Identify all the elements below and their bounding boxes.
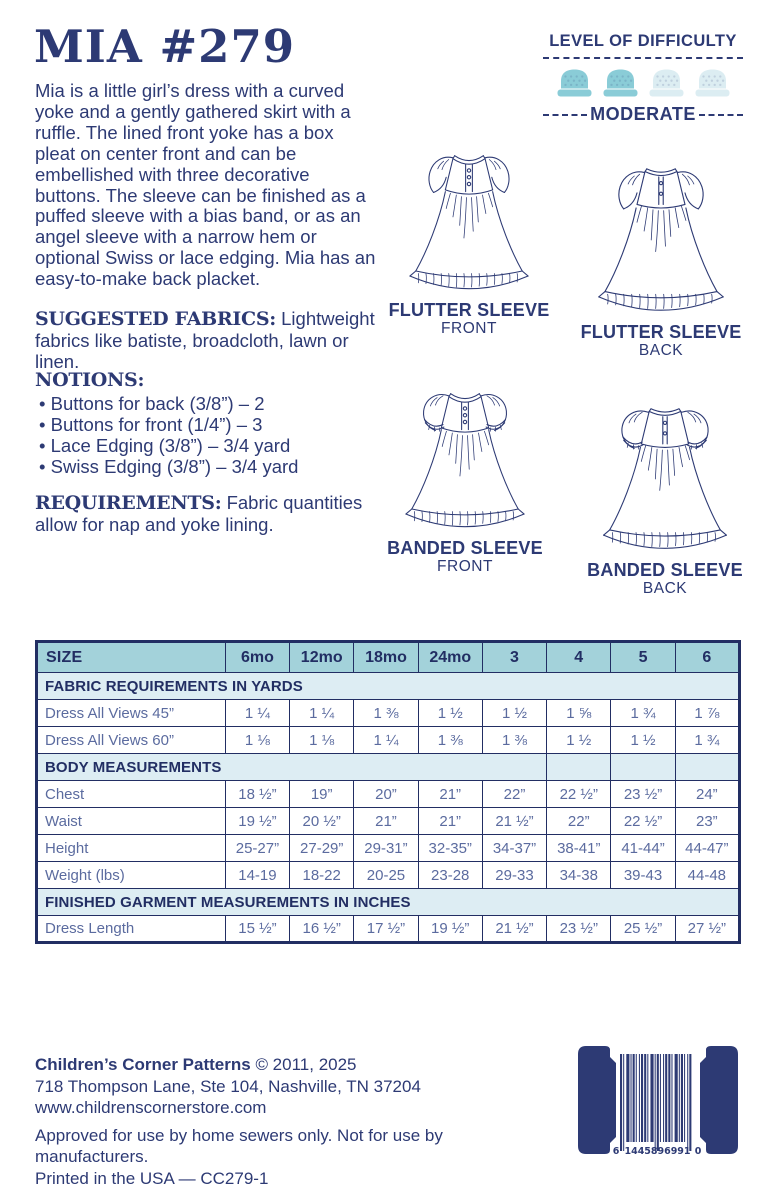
requirements-text: Fabric quantities allow for nap and yoke lining.	[35, 492, 363, 535]
section-row	[37, 889, 740, 916]
thimble-icon	[692, 67, 733, 99]
thimble-icon	[646, 67, 687, 99]
section-title: BODY MEASUREMENTS	[37, 754, 547, 781]
value-cell: 1 ⅛	[290, 727, 354, 754]
value-cell: 14-19	[225, 862, 289, 889]
table-row	[37, 808, 740, 835]
notion-item: • Buttons for front (1/4”) – 3	[35, 414, 380, 435]
notions-section	[35, 370, 380, 477]
value-cell: 39-43	[611, 862, 675, 889]
flutter-front-illustration	[389, 146, 549, 298]
suggested-fabrics-section	[35, 308, 380, 372]
empty-cell	[547, 754, 611, 781]
value-cell: 1 ¼	[225, 700, 289, 727]
value-cell: 1 ⅞	[675, 700, 739, 727]
value-cell: 22 ½”	[611, 808, 675, 835]
publisher-line	[35, 1054, 555, 1076]
value-cell: 1 ⅜	[482, 727, 546, 754]
table-row	[37, 781, 740, 808]
value-cell: 19”	[290, 781, 354, 808]
column-header: 18mo	[354, 642, 418, 673]
difficulty-heading: LEVEL OF DIFFICULTY	[543, 32, 743, 59]
value-cell: 27 ½”	[675, 916, 739, 943]
page-title: MIA #279	[34, 20, 296, 73]
spool-left-flange	[578, 1046, 616, 1154]
size-header-row	[37, 642, 740, 673]
view-banded-back	[576, 400, 754, 598]
value-cell: 24”	[675, 781, 739, 808]
value-cell: 21”	[418, 781, 482, 808]
row-label: Weight (lbs)	[37, 862, 226, 889]
value-cell: 16 ½”	[290, 916, 354, 943]
view-sublabel: FRONT	[441, 320, 497, 337]
value-cell: 1 ½	[418, 700, 482, 727]
company-name: Children’s Corner Patterns	[35, 1055, 251, 1074]
copyright: © 2011, 2025	[255, 1055, 357, 1074]
address: 718 Thompson Lane, Ste 104, Nashville, TN 37204	[35, 1076, 421, 1096]
view-sublabel: BACK	[642, 580, 688, 597]
difficulty-level-label: MODERATE	[590, 104, 696, 124]
value-cell: 38-41”	[547, 835, 611, 862]
barcode-spool	[572, 1040, 744, 1160]
view-flutter-front	[388, 146, 550, 338]
notion-item: • Buttons for back (3/8”) – 2	[35, 393, 380, 414]
value-cell: 21”	[418, 808, 482, 835]
value-cell: 1 ¾	[675, 727, 739, 754]
table-row	[37, 700, 740, 727]
value-cell: 25-27”	[225, 835, 289, 862]
footer	[35, 1054, 555, 1189]
value-cell: 1 ½	[482, 700, 546, 727]
value-cell: 41-44”	[611, 835, 675, 862]
value-cell: 22”	[547, 808, 611, 835]
section-title: FABRIC REQUIREMENTS IN YARDS	[37, 673, 740, 700]
table-row	[37, 916, 740, 943]
row-label: Dress All Views 45”	[37, 700, 226, 727]
website: www.childrenscornerstore.com	[35, 1098, 267, 1117]
value-cell: 17 ½”	[354, 916, 418, 943]
barcode-digit: 0	[694, 1146, 702, 1157]
view-label: BANDED SLEEVE	[387, 538, 543, 558]
value-cell: 1 ⅜	[354, 700, 418, 727]
view-sublabel: BACK	[638, 342, 684, 359]
column-header: 3	[482, 642, 546, 673]
size-chart	[35, 640, 741, 944]
table-row	[37, 862, 740, 889]
value-cell: 20-25	[354, 862, 418, 889]
table-row	[37, 727, 740, 754]
value-cell: 21 ½”	[482, 808, 546, 835]
value-cell: 1 ⅝	[547, 700, 611, 727]
value-cell: 23-28	[418, 862, 482, 889]
section-row	[37, 673, 740, 700]
size-label: SIZE	[37, 642, 226, 673]
barcode-digit: 6	[612, 1146, 620, 1157]
size-chart-table	[35, 640, 741, 944]
value-cell: 1 ¾	[611, 700, 675, 727]
value-cell: 34-37”	[482, 835, 546, 862]
value-cell: 21 ½”	[482, 916, 546, 943]
printed-note: Printed in the USA — CC279-1	[35, 1168, 269, 1188]
column-header: 4	[547, 642, 611, 673]
view-banded-front	[384, 384, 546, 576]
column-header: 6	[675, 642, 739, 673]
value-cell: 44-48	[675, 862, 739, 889]
value-cell: 22 ½”	[547, 781, 611, 808]
row-label: Chest	[37, 781, 226, 808]
row-label: Dress All Views 60”	[37, 727, 226, 754]
requirements-heading: REQUIREMENTS:	[35, 492, 222, 514]
value-cell: 1 ¼	[290, 700, 354, 727]
requirements-section	[35, 492, 380, 535]
value-cell: 20 ½”	[290, 808, 354, 835]
value-cell: 15 ½”	[225, 916, 289, 943]
suggested-fabrics-text: Lightweight fabrics like batiste, broadcloth, lawn or linen.	[35, 308, 375, 372]
empty-cell	[611, 754, 675, 781]
value-cell: 21”	[354, 808, 418, 835]
row-label: Height	[37, 835, 226, 862]
approval-note: Approved for use by home sewers only. Not for use by manufacturers.	[35, 1125, 443, 1166]
table-row	[37, 835, 740, 862]
empty-cell	[675, 754, 739, 781]
banded-back-illustration	[581, 400, 749, 558]
barcode-digit: 14458	[624, 1146, 658, 1157]
value-cell: 34-38	[547, 862, 611, 889]
pattern-description: Mia is a little girl’s dress with a curved yoke and a gently gathered skirt with a ruffle. The lined front yoke has a box pleat on center front and can be embellished with three decorative buttons. The sleeve can be finished as a puffed sleeve with a bias band, or as an angel sleeve with a narrow hem or optional Swiss or lace edging. Mia has an easy-to-make back placket.	[35, 80, 376, 290]
value-cell: 32-35”	[418, 835, 482, 862]
value-cell: 29-31”	[354, 835, 418, 862]
section-title: FINISHED GARMENT MEASUREMENTS IN INCHES	[37, 889, 740, 916]
value-cell: 22”	[482, 781, 546, 808]
value-cell: 25 ½”	[611, 916, 675, 943]
view-label: FLUTTER SLEEVE	[580, 322, 742, 342]
value-cell: 19 ½”	[225, 808, 289, 835]
notion-item: • Swiss Edging (3/8”) – 3/4 yard	[35, 456, 380, 477]
column-header: 24mo	[418, 642, 482, 673]
difficulty-thimbles	[543, 67, 743, 99]
barcode-digit: 96991	[657, 1146, 691, 1157]
view-sublabel: FRONT	[437, 558, 493, 575]
notion-item: • Lace Edging (3/8”) – 3/4 yard	[35, 435, 380, 456]
row-label: Dress Length	[37, 916, 226, 943]
value-cell: 23 ½”	[611, 781, 675, 808]
view-label: FLUTTER SLEEVE	[388, 300, 550, 320]
value-cell: 23”	[675, 808, 739, 835]
value-cell: 44-47”	[675, 835, 739, 862]
thimble-icon	[554, 67, 595, 99]
suggested-fabrics-heading: SUGGESTED FABRICS:	[35, 308, 276, 330]
column-header: 6mo	[225, 642, 289, 673]
value-cell: 20”	[354, 781, 418, 808]
value-cell: 27-29”	[290, 835, 354, 862]
difficulty-level-row	[543, 104, 743, 125]
view-flutter-back	[572, 160, 750, 360]
column-header: 5	[611, 642, 675, 673]
value-cell: 29-33	[482, 862, 546, 889]
value-cell: 1 ½	[547, 727, 611, 754]
value-cell: 1 ⅜	[418, 727, 482, 754]
section-row	[37, 754, 740, 781]
value-cell: 1 ⅛	[225, 727, 289, 754]
notions-heading: NOTIONS:	[35, 369, 145, 391]
view-label: BANDED SLEEVE	[587, 560, 743, 580]
notions-list	[35, 393, 380, 477]
thimble-icon	[600, 67, 641, 99]
banded-front-illustration	[385, 384, 545, 536]
value-cell: 18-22	[290, 862, 354, 889]
value-cell: 19 ½”	[418, 916, 482, 943]
value-cell: 1 ¼	[354, 727, 418, 754]
barcode	[572, 1040, 744, 1165]
row-label: Waist	[37, 808, 226, 835]
flutter-back-illustration	[577, 160, 745, 320]
value-cell: 23 ½”	[547, 916, 611, 943]
value-cell: 1 ½	[611, 727, 675, 754]
difficulty-panel	[543, 32, 743, 125]
value-cell: 18 ½”	[225, 781, 289, 808]
column-header: 12mo	[290, 642, 354, 673]
spool-right-flange	[700, 1046, 738, 1154]
